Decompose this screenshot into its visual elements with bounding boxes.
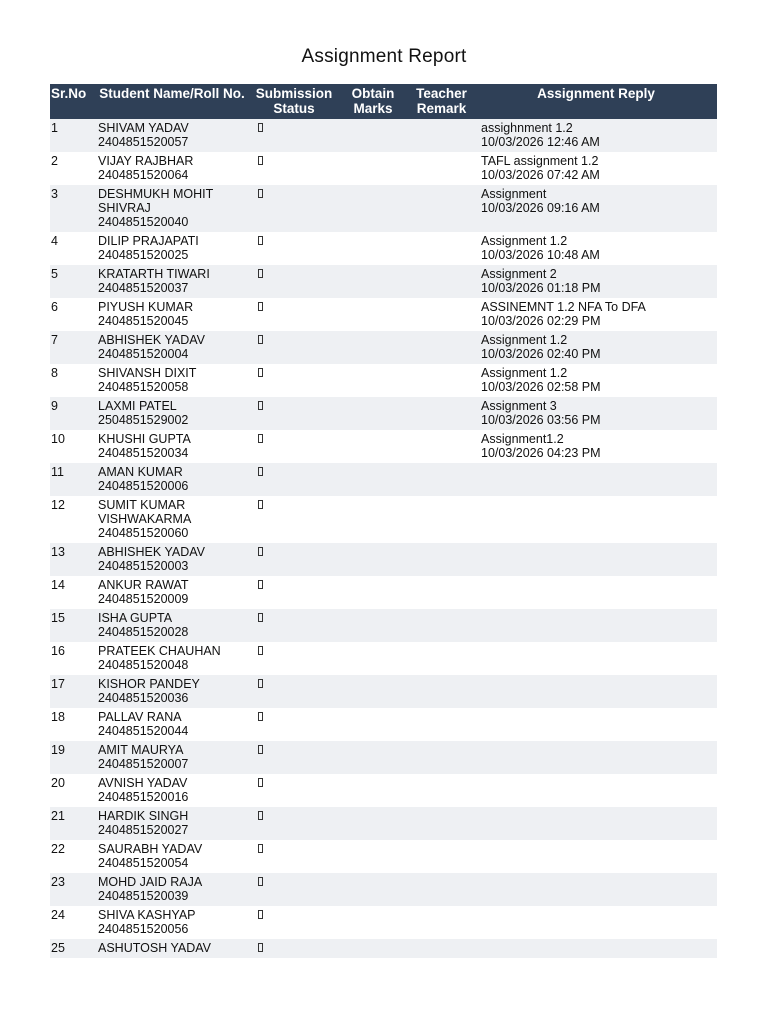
submission-status-cell [250, 741, 338, 774]
teacher-remark-cell [408, 463, 475, 496]
student-name: DILIP PRAJAPATI [98, 234, 199, 248]
submission-status-cell [250, 873, 338, 906]
page-title: Assignment Report [301, 46, 467, 67]
student-cell [94, 774, 250, 807]
student-name: VIJAY RAJBHAR [98, 154, 194, 168]
sr-no-cell: 1 [50, 119, 94, 152]
student-cell [94, 708, 250, 741]
student-name: AVNISH YADAV [98, 776, 188, 790]
obtain-marks-cell [338, 774, 408, 807]
student-name: SHIVAM YADAV [98, 121, 189, 135]
assignment-reply-cell [475, 840, 717, 873]
student-cell [94, 576, 250, 609]
table-row [50, 119, 717, 152]
roll-number: 2404851520034 [98, 446, 189, 460]
table-row [50, 939, 717, 958]
sr-no-cell: 8 [50, 364, 94, 397]
obtain-marks-cell [338, 939, 408, 958]
teacher-remark-cell [408, 675, 475, 708]
student-name: LAXMI PATEL [98, 399, 177, 413]
obtain-marks-cell [338, 807, 408, 840]
submission-status-cell [250, 496, 338, 543]
obtain-marks-cell [338, 873, 408, 906]
table-row [50, 675, 717, 708]
roll-number: 2404851520054 [98, 856, 189, 870]
assignment-reply-cell [475, 642, 717, 675]
obtain-marks-cell [338, 906, 408, 939]
status-icon [258, 712, 263, 721]
table-row [50, 331, 717, 364]
table-row [50, 807, 717, 840]
assignment-reply-cell [475, 543, 717, 576]
table-row [50, 774, 717, 807]
reply-title: Assignment 1.2 [481, 366, 568, 380]
obtain-marks-cell [338, 463, 408, 496]
obtain-marks-cell [338, 675, 408, 708]
teacher-remark-cell [408, 232, 475, 265]
roll-number: 2404851520027 [98, 823, 189, 837]
status-icon [258, 123, 263, 132]
sr-no-cell: 24 [50, 906, 94, 939]
sr-no-cell: 3 [50, 185, 94, 232]
obtain-marks-cell [338, 331, 408, 364]
table-row [50, 543, 717, 576]
sr-no-cell: 20 [50, 774, 94, 807]
assignment-reply-cell [475, 873, 717, 906]
sr-no-cell: 17 [50, 675, 94, 708]
assignment-reply-cell [475, 609, 717, 642]
table-row [50, 906, 717, 939]
header-row [50, 84, 717, 119]
submission-status-cell [250, 152, 338, 185]
table-body [50, 119, 717, 958]
student-name: AMAN KUMAR [98, 465, 183, 479]
submission-status-cell [250, 265, 338, 298]
teacher-remark-cell [408, 364, 475, 397]
roll-number: 2404851520003 [98, 559, 189, 573]
student-cell [94, 463, 250, 496]
status-icon [258, 368, 263, 377]
assignment-reply-cell [475, 939, 717, 958]
assignment-reply-cell [475, 265, 717, 298]
status-icon [258, 679, 263, 688]
student-name: ASHUTOSH YADAV [98, 941, 211, 955]
obtain-marks-cell [338, 496, 408, 543]
obtain-marks-cell [338, 642, 408, 675]
table-row [50, 840, 717, 873]
status-icon [258, 778, 263, 787]
student-cell [94, 939, 250, 958]
obtain-marks-cell [338, 232, 408, 265]
submission-status-cell [250, 463, 338, 496]
teacher-remark-cell [408, 298, 475, 331]
obtain-marks-cell [338, 543, 408, 576]
reply-timestamp: 10/03/2026 02:40 PM [481, 347, 601, 361]
submission-status-cell [250, 708, 338, 741]
sr-no-cell: 6 [50, 298, 94, 331]
reply-timestamp: 10/03/2026 01:18 PM [481, 281, 601, 295]
roll-number: 2404851520045 [98, 314, 189, 328]
student-name: ABHISHEK YADAV [98, 333, 205, 347]
obtain-marks-cell [338, 430, 408, 463]
obtain-marks-cell [338, 397, 408, 430]
student-name: KRATARTH TIWARI [98, 267, 210, 281]
obtain-marks-cell [338, 119, 408, 152]
obtain-marks-cell [338, 708, 408, 741]
table-row [50, 232, 717, 265]
student-name: KISHOR PANDEY [98, 677, 200, 691]
column-header-student-name: Student Name/Roll No. [94, 84, 250, 119]
sr-no-cell: 5 [50, 265, 94, 298]
obtain-marks-cell [338, 265, 408, 298]
student-name: PALLAV RANA [98, 710, 182, 724]
teacher-remark-cell [408, 152, 475, 185]
status-icon [258, 401, 263, 410]
reply-title: Assignment 3 [481, 399, 557, 413]
status-icon [258, 269, 263, 278]
teacher-remark-cell [408, 609, 475, 642]
student-cell [94, 185, 250, 232]
table-row [50, 397, 717, 430]
assignment-reply-cell [475, 298, 717, 331]
roll-number: 2404851520040 [98, 215, 189, 229]
sr-no-cell: 23 [50, 873, 94, 906]
roll-number: 2404851520044 [98, 724, 189, 738]
student-cell [94, 807, 250, 840]
table-row [50, 430, 717, 463]
sr-no-cell: 16 [50, 642, 94, 675]
reply-title: ASSINEMNT 1.2 NFA To DFA [481, 300, 646, 314]
teacher-remark-cell [408, 576, 475, 609]
status-icon [258, 910, 263, 919]
teacher-remark-cell [408, 265, 475, 298]
sr-no-cell: 10 [50, 430, 94, 463]
student-cell [94, 496, 250, 543]
roll-number: 2404851520016 [98, 790, 189, 804]
table-row [50, 463, 717, 496]
student-name: MOHD JAID RAJA [98, 875, 203, 889]
submission-status-cell [250, 543, 338, 576]
roll-number: 2404851520056 [98, 922, 189, 936]
student-name: PIYUSH KUMAR [98, 300, 194, 314]
submission-status-cell [250, 430, 338, 463]
student-cell [94, 232, 250, 265]
obtain-marks-cell [338, 185, 408, 232]
student-cell [94, 873, 250, 906]
reply-title: Assignment1.2 [481, 432, 564, 446]
status-icon [258, 434, 263, 443]
assignment-reply-cell [475, 364, 717, 397]
sr-no-cell: 7 [50, 331, 94, 364]
obtain-marks-cell [338, 364, 408, 397]
student-name: HARDIK SINGH [98, 809, 189, 823]
roll-number: 2404851520060 [98, 526, 189, 540]
table-row [50, 364, 717, 397]
assignment-reply-cell [475, 774, 717, 807]
teacher-remark-cell [408, 708, 475, 741]
teacher-remark-cell [408, 642, 475, 675]
assignment-reply-cell [475, 331, 717, 364]
teacher-remark-cell [408, 119, 475, 152]
status-icon [258, 189, 263, 198]
student-name: SHIVA KASHYAP [98, 908, 196, 922]
reply-title: TAFL assignment 1.2 [481, 154, 599, 168]
assignment-reply-cell [475, 576, 717, 609]
student-cell [94, 741, 250, 774]
status-icon [258, 467, 263, 476]
status-icon [258, 236, 263, 245]
student-cell [94, 543, 250, 576]
student-cell [94, 364, 250, 397]
assignment-reply-cell [475, 496, 717, 543]
teacher-remark-cell [408, 807, 475, 840]
reply-timestamp: 10/03/2026 02:29 PM [481, 314, 601, 328]
reply-timestamp: 10/03/2026 02:58 PM [481, 380, 601, 394]
roll-number: 2404851520057 [98, 135, 189, 149]
obtain-marks-cell [338, 840, 408, 873]
assignment-reply-cell [475, 185, 717, 232]
obtain-marks-cell [338, 576, 408, 609]
assignment-reply-cell [475, 675, 717, 708]
student-name: SUMIT KUMAR [98, 498, 186, 512]
status-icon [258, 811, 263, 820]
roll-number: 2404851520004 [98, 347, 189, 361]
table-row [50, 708, 717, 741]
roll-number: 2404851520006 [98, 479, 189, 493]
status-icon [258, 844, 263, 853]
roll-number: 2404851520036 [98, 691, 189, 705]
sr-no-cell: 9 [50, 397, 94, 430]
status-icon [258, 500, 263, 509]
assignment-reply-cell [475, 119, 717, 152]
submission-status-cell [250, 675, 338, 708]
column-header-teacher-remark: Teacher Remark [408, 84, 475, 119]
status-icon [258, 943, 263, 952]
submission-status-cell [250, 939, 338, 958]
reply-title: Assignment 2 [481, 267, 557, 281]
assignment-reply-cell [475, 430, 717, 463]
roll-number: 2404851520039 [98, 889, 189, 903]
submission-status-cell [250, 774, 338, 807]
submission-status-cell [250, 609, 338, 642]
student-name: ISHA GUPTA [98, 611, 173, 625]
obtain-marks-cell [338, 298, 408, 331]
student-name: PRATEEK CHAUHAN [98, 644, 221, 658]
student-cell [94, 609, 250, 642]
status-icon [258, 156, 263, 165]
table-row [50, 152, 717, 185]
assignment-table [50, 84, 717, 958]
column-header-assignment-reply: Assignment Reply [475, 84, 717, 119]
teacher-remark-cell [408, 906, 475, 939]
reply-timestamp: 10/03/2026 09:16 AM [481, 201, 600, 215]
student-cell [94, 906, 250, 939]
student-cell [94, 675, 250, 708]
reply-title: Assignment 1.2 [481, 333, 568, 347]
reply-timestamp: 10/03/2026 03:56 PM [481, 413, 601, 427]
status-icon [258, 302, 263, 311]
reply-title: Assignment [481, 187, 547, 201]
submission-status-cell [250, 331, 338, 364]
assignment-reply-cell [475, 906, 717, 939]
column-header-obtain-marks: Obtain Marks [338, 84, 408, 119]
teacher-remark-cell [408, 774, 475, 807]
teacher-remark-cell [408, 185, 475, 232]
student-name: VISHWAKARMA [98, 512, 192, 526]
sr-no-cell: 18 [50, 708, 94, 741]
reply-title: assighnment 1.2 [481, 121, 573, 135]
roll-number: 2404851520007 [98, 757, 189, 771]
teacher-remark-cell [408, 741, 475, 774]
student-cell [94, 298, 250, 331]
table-row [50, 873, 717, 906]
teacher-remark-cell [408, 397, 475, 430]
assignment-reply-cell [475, 152, 717, 185]
status-icon [258, 547, 263, 556]
teacher-remark-cell [408, 496, 475, 543]
column-header-sr-no: Sr.No [50, 84, 94, 119]
reply-timestamp: 10/03/2026 12:46 AM [481, 135, 600, 149]
teacher-remark-cell [408, 331, 475, 364]
student-cell [94, 265, 250, 298]
sr-no-cell: 11 [50, 463, 94, 496]
table-row [50, 265, 717, 298]
student-name: SAURABH YADAV [98, 842, 203, 856]
obtain-marks-cell [338, 609, 408, 642]
roll-number: 2404851520025 [98, 248, 189, 262]
student-name: ABHISHEK YADAV [98, 545, 205, 559]
status-icon [258, 877, 263, 886]
student-cell [94, 152, 250, 185]
student-name: SHIVRAJ [98, 201, 151, 215]
student-cell [94, 840, 250, 873]
table-row [50, 185, 717, 232]
submission-status-cell [250, 807, 338, 840]
sr-no-cell: 4 [50, 232, 94, 265]
roll-number: 2504851529002 [98, 413, 189, 427]
roll-number: 2404851520009 [98, 592, 189, 606]
sr-no-cell: 21 [50, 807, 94, 840]
submission-status-cell [250, 642, 338, 675]
sr-no-cell: 12 [50, 496, 94, 543]
student-name: ANKUR RAWAT [98, 578, 189, 592]
student-cell [94, 642, 250, 675]
submission-status-cell [250, 119, 338, 152]
assignment-reply-cell [475, 232, 717, 265]
roll-number: 2404851520028 [98, 625, 189, 639]
table-row [50, 576, 717, 609]
submission-status-cell [250, 397, 338, 430]
submission-status-cell [250, 185, 338, 232]
submission-status-cell [250, 906, 338, 939]
column-header-submission-status: Submission Status [250, 84, 338, 119]
sr-no-cell: 13 [50, 543, 94, 576]
status-icon [258, 745, 263, 754]
table-row [50, 642, 717, 675]
roll-number: 2404851520037 [98, 281, 189, 295]
assignment-reply-cell [475, 463, 717, 496]
status-icon [258, 613, 263, 622]
student-cell [94, 430, 250, 463]
roll-number: 2404851520048 [98, 658, 189, 672]
status-icon [258, 646, 263, 655]
teacher-remark-cell [408, 430, 475, 463]
student-name: SHIVANSH DIXIT [98, 366, 197, 380]
sr-no-cell: 14 [50, 576, 94, 609]
assignment-reply-cell [475, 397, 717, 430]
teacher-remark-cell [408, 543, 475, 576]
sr-no-cell: 22 [50, 840, 94, 873]
student-name: DESHMUKH MOHIT [98, 187, 214, 201]
submission-status-cell [250, 576, 338, 609]
table-row [50, 609, 717, 642]
assignment-reply-cell [475, 741, 717, 774]
table-row [50, 741, 717, 774]
teacher-remark-cell [408, 840, 475, 873]
assignment-reply-cell [475, 807, 717, 840]
sr-no-cell: 19 [50, 741, 94, 774]
teacher-remark-cell [408, 873, 475, 906]
submission-status-cell [250, 840, 338, 873]
submission-status-cell [250, 298, 338, 331]
obtain-marks-cell [338, 152, 408, 185]
submission-status-cell [250, 232, 338, 265]
submission-status-cell [250, 364, 338, 397]
sr-no-cell: 15 [50, 609, 94, 642]
sr-no-cell: 25 [50, 939, 94, 958]
student-name: AMIT MAURYA [98, 743, 184, 757]
reply-timestamp: 10/03/2026 10:48 AM [481, 248, 600, 262]
table-row [50, 298, 717, 331]
obtain-marks-cell [338, 741, 408, 774]
student-cell [94, 119, 250, 152]
reply-title: Assignment 1.2 [481, 234, 568, 248]
reply-timestamp: 10/03/2026 07:42 AM [481, 168, 600, 182]
teacher-remark-cell [408, 939, 475, 958]
student-name: KHUSHI GUPTA [98, 432, 191, 446]
table-row [50, 496, 717, 543]
roll-number: 2404851520064 [98, 168, 189, 182]
table-header [50, 84, 717, 119]
student-cell [94, 397, 250, 430]
reply-timestamp: 10/03/2026 04:23 PM [481, 446, 601, 460]
student-cell [94, 331, 250, 364]
assignment-reply-cell [475, 708, 717, 741]
roll-number: 2404851520058 [98, 380, 189, 394]
status-icon [258, 335, 263, 344]
status-icon [258, 580, 263, 589]
sr-no-cell: 2 [50, 152, 94, 185]
